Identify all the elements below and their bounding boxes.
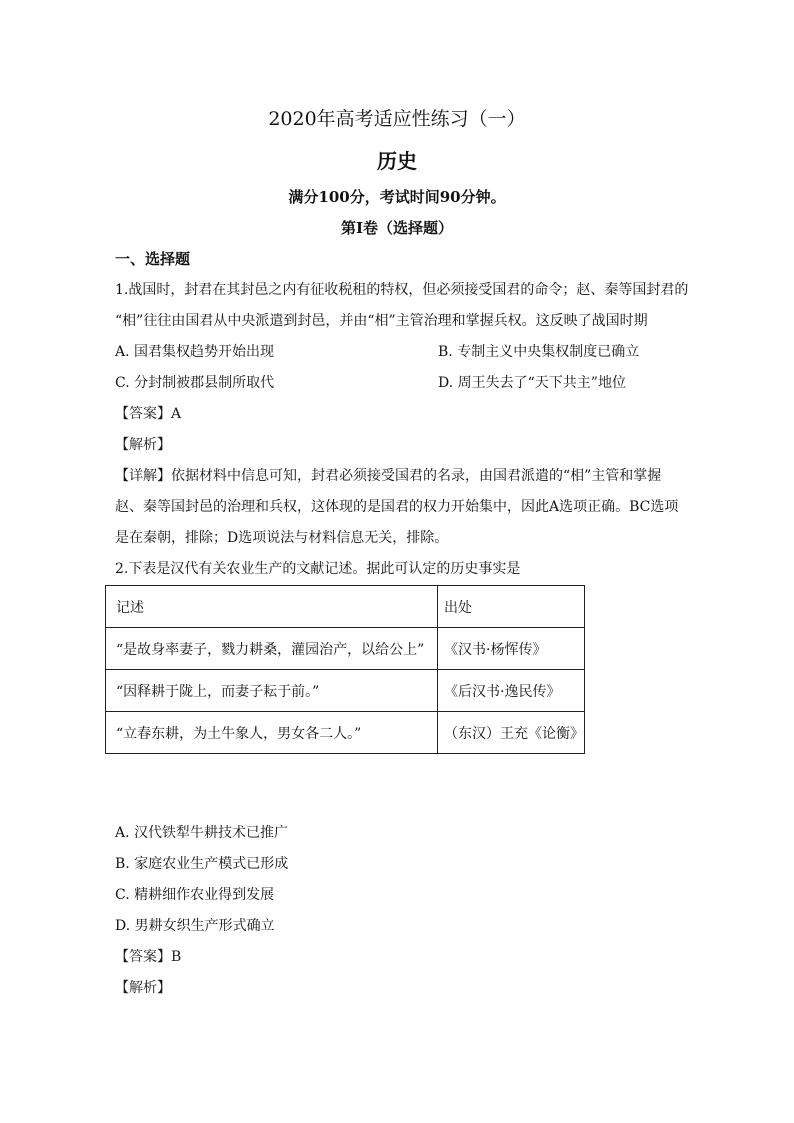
q1-detail-line1: 【详解】依据材料中信息可知，封君必须接受国君的名录，由国君派遣的“相”主管和掌握 [115,468,662,484]
q2-option-d: D. 男耕女织生产形式确立 [115,918,275,934]
q1-stem-line1: 1.战国时，封君在其封邑之内有征收税租的特权，但必须接受国君的命令；赵、秦等国封君的 [115,282,689,298]
table-cell-source: 《汉书·杨恽传》 [438,628,585,670]
q1-detail-line3: 是在秦朝，排除；D选项说法与材料信息无关，排除。 [115,530,449,546]
q1-detail-line2: 赵、秦等国封邑的治理和兵权，这体现的是国君的权力开始集中，因此A选项正确。BC选项 [115,499,679,515]
q1-option-a: A. 国君集权趋势开始出现 [115,344,275,360]
table-header-row [106,586,585,628]
q2-stem: 2.下表是汉代有关农业生产的文献记述。据此可认定的历史事实是 [115,561,521,577]
table-row [106,628,585,670]
section-heading: 一、选择题 [115,250,191,268]
subject-title: 历史 [377,149,417,173]
q1-answer: 【答案】A [115,406,182,422]
table-row [106,712,585,754]
exam-title: 2020年高考适应性练习（一） [268,108,526,130]
q2-option-a: A. 汉代铁犁牛耕技术已推广 [115,825,289,841]
q1-option-d: D. 周王失去了“天下共主”地位 [438,375,626,391]
q2-analysis-label: 【解析】 [115,980,171,996]
q1-option-c: C. 分封制被郡县制所取代 [115,375,275,391]
q2-answer: 【答案】B [115,949,182,965]
table-cell-quote: “是故身率妻子，戮力耕桑，灌园治产，以给公上” [106,628,438,670]
q2-option-c: C. 精耕细作农业得到发展 [115,887,275,903]
table-header-cell: 记述 [106,586,438,628]
q1-option-b: B. 专制主义中央集权制度已确立 [438,344,640,360]
table-cell-source: （东汉）王充《论衡》 [438,712,585,754]
table-cell-quote: “因释耕于陇上，而妻子耘于前。” [106,670,438,712]
q2-option-b: B. 家庭农业生产模式已形成 [115,856,289,872]
exam-info: 满分100分，考试时间90分钟。 [288,188,506,206]
table-cell-source: 《后汉书·逸民传》 [438,670,585,712]
table-cell-quote: “立春东耕，为土牛象人，男女各二人。” [106,712,438,754]
q1-analysis-label: 【解析】 [115,437,171,453]
q1-stem-line2: “相”往往由国君从中央派遣到封邑，并由“相”主管治理和掌握兵权。这反映了战国时期 [115,313,648,329]
table-row [106,670,585,712]
q2-source-table [105,585,585,754]
table-header-cell: 出处 [438,586,585,628]
volume-heading: 第Ⅰ卷（选择题） [340,219,454,237]
